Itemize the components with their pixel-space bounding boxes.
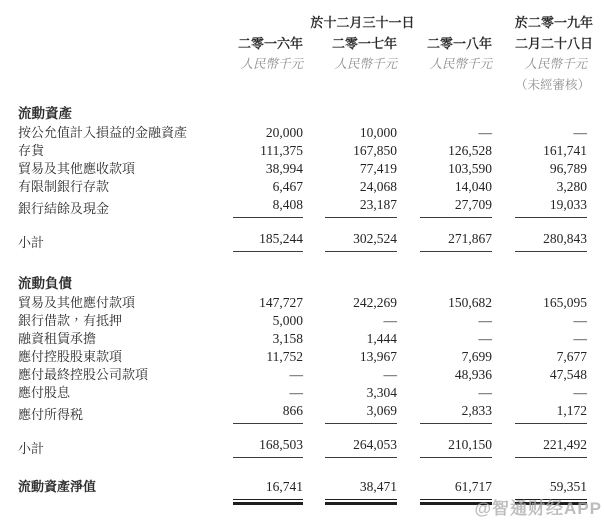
value-2018: 126,528 xyxy=(448,143,492,158)
value-2016: 866 xyxy=(233,402,303,424)
subtotal-2016: 168,503 xyxy=(233,436,303,458)
value-2016: 111,375 xyxy=(260,143,303,158)
net-2018: 61,717 xyxy=(454,479,492,494)
net-2016: 16,741 xyxy=(265,479,303,494)
subtotal-2016: 185,244 xyxy=(233,230,303,252)
value-2016: 3,158 xyxy=(272,331,303,346)
double-rule xyxy=(325,499,397,505)
row-label: 應付最終控股公司款項 xyxy=(18,367,149,382)
value-2017: 3,069 xyxy=(325,402,397,424)
value-2016: 38,994 xyxy=(265,161,303,176)
value-2016: 11,752 xyxy=(266,349,303,364)
value-2019feb: 1,172 xyxy=(515,402,587,424)
net-2017: 38,471 xyxy=(359,479,397,494)
value-2017: 3,304 xyxy=(366,385,397,400)
value-2017: 23,187 xyxy=(325,196,397,218)
table-row xyxy=(18,178,587,196)
value-2016: 147,727 xyxy=(259,295,303,310)
net-2019feb: 59,351 xyxy=(549,479,587,494)
subtotal-row xyxy=(18,230,587,252)
value-2018: 2,833 xyxy=(420,402,492,424)
column-header-2018: 二零一八年 xyxy=(426,36,492,51)
currency-label: 人民幣千元 xyxy=(429,57,492,71)
table-row xyxy=(18,330,587,348)
value-2017: 167,850 xyxy=(353,143,397,158)
double-rule xyxy=(233,499,303,505)
value-2018: 14,040 xyxy=(454,179,492,194)
value-2019feb: 3,280 xyxy=(556,179,587,194)
row-label: 有限制銀行存款 xyxy=(18,179,110,194)
subtotal-row xyxy=(18,436,587,458)
table-row xyxy=(18,348,587,366)
value-2019feb: 161,741 xyxy=(543,143,587,158)
row-label: 按公允值計入損益的金融資產 xyxy=(18,125,188,140)
section-title-row xyxy=(18,274,587,294)
zhitong-finance-watermark: @智通财经APP xyxy=(474,499,602,518)
value-2016: 8,408 xyxy=(233,196,303,218)
subtotal-2017: 264,053 xyxy=(325,436,397,458)
subtotal-2018: 271,867 xyxy=(420,230,492,252)
value-2019feb: 19,033 xyxy=(515,196,587,218)
row-label: 應付所得税 xyxy=(18,407,84,422)
row-label: 貿易及其他應收款項 xyxy=(18,161,136,176)
subtotal-2019feb: 280,843 xyxy=(515,230,587,252)
value-2018: 103,590 xyxy=(448,161,492,176)
row-label: 應付控股股東款項 xyxy=(18,349,123,364)
table-row xyxy=(18,402,587,424)
value-2017: 1,444 xyxy=(366,331,397,346)
row-label: 銀行借款，有抵押 xyxy=(18,313,123,328)
subtotal-2017: 302,524 xyxy=(325,230,397,252)
value-2016: 20,000 xyxy=(265,125,303,140)
section-title-row xyxy=(18,104,587,124)
row-label: 融資租賃承擔 xyxy=(18,331,97,346)
table-row xyxy=(18,384,587,402)
value-2016: 6,467 xyxy=(272,179,303,194)
value-2018: 48,936 xyxy=(454,367,492,382)
value-2018: — xyxy=(478,125,492,140)
period-right-header-line1: 於二零一九年 xyxy=(515,15,594,30)
column-header-2017: 二零一七年 xyxy=(331,36,397,51)
table-row xyxy=(18,294,587,312)
table-row xyxy=(18,142,587,160)
column-header-2016: 二零一六年 xyxy=(237,36,303,51)
header-currency-row xyxy=(18,54,587,75)
value-2019feb: — xyxy=(573,331,587,346)
table-row xyxy=(18,160,587,178)
table-row xyxy=(18,312,587,330)
value-2018: — xyxy=(478,331,492,346)
currency-label: 人民幣千元 xyxy=(334,57,397,71)
value-2019feb: 165,095 xyxy=(543,295,587,310)
value-2019feb: — xyxy=(573,313,587,328)
value-2018: 150,682 xyxy=(448,295,492,310)
header-year-row xyxy=(18,33,594,54)
currency-label: 人民幣千元 xyxy=(240,57,303,71)
value-2018: 7,699 xyxy=(461,349,492,364)
column-header-2019feb: 二月二十八日 xyxy=(515,36,594,51)
currency-label: 人民幣千元 xyxy=(524,57,587,71)
value-2016: — xyxy=(289,385,303,400)
net-current-assets-label: 流動資產淨值 xyxy=(18,479,97,494)
header-period-row xyxy=(18,12,594,33)
subtotal-2018: 210,150 xyxy=(420,436,492,458)
current-assets-title: 流動資產 xyxy=(18,106,72,121)
unaudited-label: （未經審核） xyxy=(515,78,591,92)
subtotal-label: 小計 xyxy=(18,441,45,456)
value-2017: 24,068 xyxy=(359,179,397,194)
row-label: 銀行結餘及現金 xyxy=(18,201,110,216)
value-2019feb: 7,677 xyxy=(556,349,587,364)
row-label: 貿易及其他應付款項 xyxy=(18,295,136,310)
value-2017: 13,967 xyxy=(359,349,397,364)
subtotal-2019feb: 221,492 xyxy=(515,436,587,458)
value-2017: — xyxy=(383,313,397,328)
value-2019feb: 47,548 xyxy=(549,367,587,382)
value-2018: 27,709 xyxy=(420,196,492,218)
value-2018: — xyxy=(478,385,492,400)
header-unaudited-row xyxy=(18,75,591,95)
subtotal-label: 小計 xyxy=(18,235,45,250)
table-row xyxy=(18,124,587,142)
value-2019feb: — xyxy=(573,385,587,400)
value-2019feb: — xyxy=(573,125,587,140)
period-span-header: 於十二月三十一日 xyxy=(310,15,415,30)
table-row xyxy=(18,196,587,218)
value-2018: — xyxy=(478,313,492,328)
row-label: 存貨 xyxy=(18,143,45,158)
value-2017: 77,419 xyxy=(359,161,397,176)
row-label: 應付股息 xyxy=(18,385,71,400)
value-2017: — xyxy=(383,367,397,382)
table-row xyxy=(18,366,587,384)
value-2016: — xyxy=(289,367,303,382)
value-2017: 10,000 xyxy=(359,125,397,140)
value-2016: 5,000 xyxy=(272,313,303,328)
current-liabilities-title: 流動負債 xyxy=(18,276,72,291)
value-2017: 242,269 xyxy=(353,295,397,310)
value-2019feb: 96,789 xyxy=(549,161,587,176)
